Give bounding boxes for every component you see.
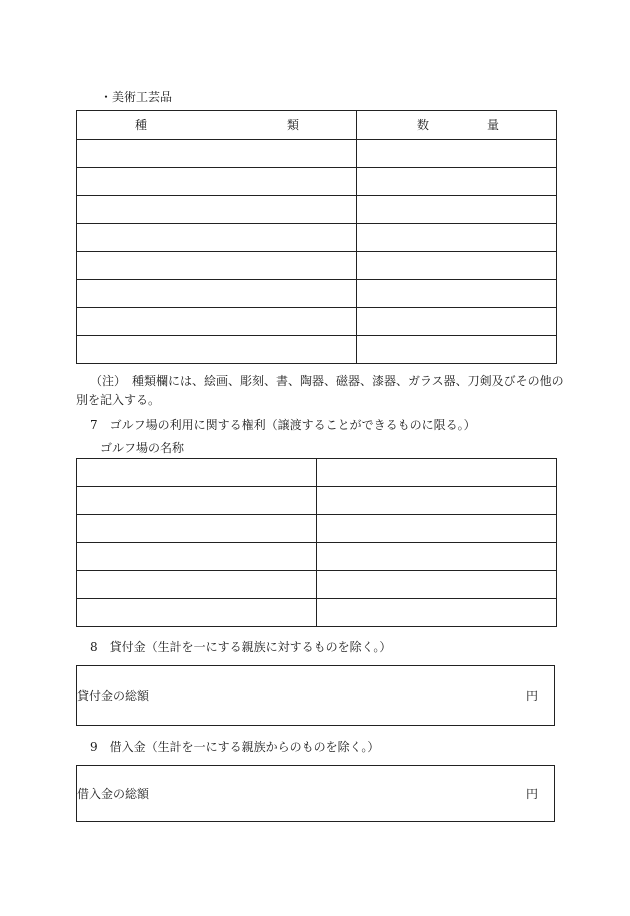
loan-total-label: 貸付金の総額: [77, 689, 150, 703]
golf-name-cell[interactable]: [77, 543, 317, 571]
table-row: [77, 252, 557, 280]
golf-detail-cell[interactable]: [317, 487, 557, 515]
table-row: [77, 336, 557, 364]
golf-detail-cell[interactable]: [317, 459, 557, 487]
table-row: [77, 515, 557, 543]
golf-course-name-label: ゴルフ場の名称: [100, 441, 185, 455]
golf-name-cell[interactable]: [77, 599, 317, 627]
type-cell[interactable]: [77, 280, 357, 308]
type-cell[interactable]: [77, 336, 357, 364]
golf-section-heading: 7 ゴルフ場の利用に関する権利（譲渡することができるものに限る。）: [90, 418, 476, 432]
quantity-cell[interactable]: [357, 280, 557, 308]
loan-section-heading: 8 貸付金（生計を一にする親族に対するものを除く。）: [90, 640, 392, 654]
type-cell[interactable]: [77, 252, 357, 280]
table-row: [77, 487, 557, 515]
column-header-type-char1: 種: [135, 118, 148, 132]
column-header-type-char2: 類: [287, 118, 300, 132]
table-row: [77, 571, 557, 599]
loan-total-box[interactable]: [76, 665, 555, 726]
quantity-cell[interactable]: [357, 168, 557, 196]
golf-detail-cell[interactable]: [317, 543, 557, 571]
column-header-quantity-char2: 量: [487, 118, 500, 132]
quantity-cell[interactable]: [357, 252, 557, 280]
golf-detail-cell[interactable]: [317, 599, 557, 627]
golf-rights-table: [76, 458, 557, 627]
column-header-quantity: [357, 111, 557, 140]
loan-total-unit: 円: [525, 689, 538, 703]
column-header-quantity-char1: 数: [417, 118, 430, 132]
borrow-total-unit: 円: [525, 787, 538, 801]
table-row: [77, 280, 557, 308]
golf-name-cell[interactable]: [77, 459, 317, 487]
table-row: [77, 308, 557, 336]
type-cell[interactable]: [77, 140, 357, 168]
quantity-cell[interactable]: [357, 224, 557, 252]
note-line-2: 別を記入する。: [76, 393, 161, 407]
quantity-cell[interactable]: [357, 308, 557, 336]
borrow-total-box[interactable]: [76, 765, 555, 822]
note-line-1: （注） 種類欄には、絵画、彫刻、書、陶器、磁器、漆器、ガラス器、刀剣及びその他の: [90, 374, 564, 388]
quantity-cell[interactable]: [357, 196, 557, 224]
borrow-total-label: 借入金の総額: [77, 787, 150, 801]
borrow-section-heading: 9 借入金（生計を一にする親族からのものを除く。）: [90, 740, 380, 754]
type-cell[interactable]: [77, 224, 357, 252]
table-row: [77, 168, 557, 196]
type-cell[interactable]: [77, 308, 357, 336]
table-row: [77, 140, 557, 168]
golf-name-cell[interactable]: [77, 571, 317, 599]
golf-detail-cell[interactable]: [317, 571, 557, 599]
table-row: [77, 459, 557, 487]
type-cell[interactable]: [77, 168, 357, 196]
golf-name-cell[interactable]: [77, 515, 317, 543]
table-header-row: [77, 111, 557, 140]
quantity-cell[interactable]: [357, 140, 557, 168]
table-row: [77, 196, 557, 224]
table-row: [77, 543, 557, 571]
art-items-table: [76, 110, 557, 364]
table-row: [77, 599, 557, 627]
quantity-cell[interactable]: [357, 336, 557, 364]
art-section-heading: ・美術工芸品: [100, 90, 173, 104]
table-row: [77, 224, 557, 252]
column-header-type: [77, 111, 357, 140]
golf-detail-cell[interactable]: [317, 515, 557, 543]
golf-name-cell[interactable]: [77, 487, 317, 515]
type-cell[interactable]: [77, 196, 357, 224]
